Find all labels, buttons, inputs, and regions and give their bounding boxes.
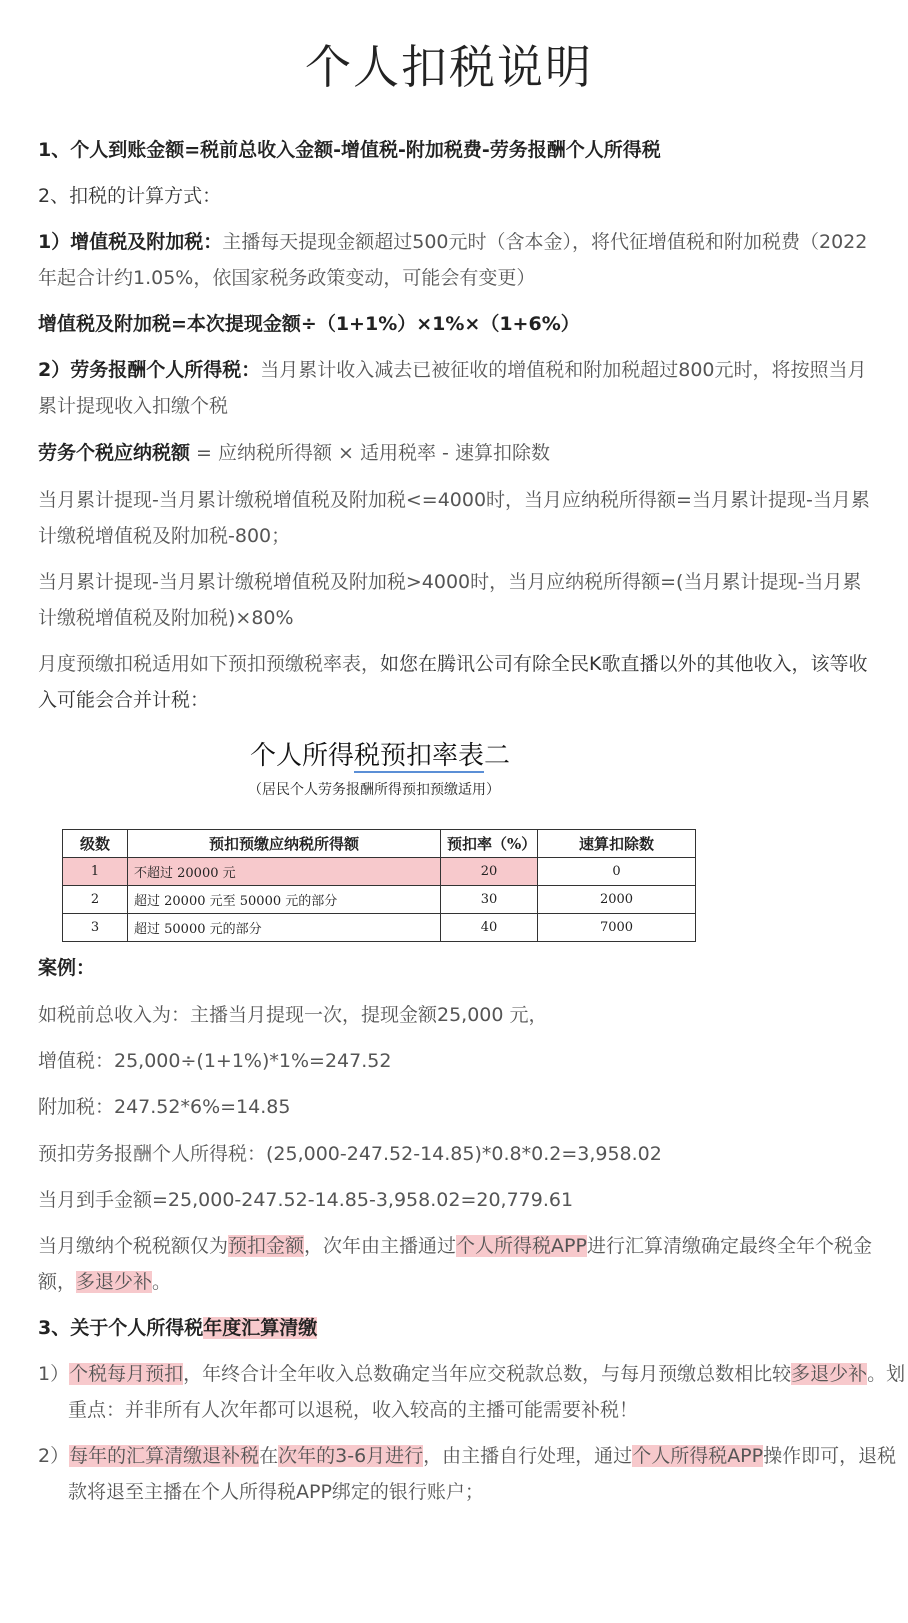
table-cell: 超过 50000 元的部分 (128, 914, 441, 942)
example-line-income: 如税前总收入为：主播当月提现一次，提现金额25,000 元， (38, 1004, 548, 1026)
rate-table-header: 级数 (63, 830, 128, 858)
rate-table-title-pre: 个人所得 (250, 741, 355, 771)
section-3-item-1 (38, 1356, 908, 1428)
rate-table-note-b: 如您在腾讯公司有除全民K歌直播以外的其他收入，该等收入可能会合并计税： (38, 653, 868, 711)
labor-tax-text: 当月累计收入减去已被征收的增值税和附加税超过800元时，将按照当月累计提现收入扣缴个税 (38, 359, 867, 417)
example-line-income-tax: 预扣劳务报酬个人所得税：(25,000-247.52-14.85)*0.8*0.2=3,958.02 (38, 1143, 662, 1165)
vat-text: 主播每天提现金额超过500元时（含本金），将代征增值税和附加税费（2022年起合计约1.05%，依国家税务政策变动，可能会有变更） (38, 231, 868, 289)
table-cell: 30 (441, 886, 538, 914)
rule-under-4000: 当月累计提现-当月累计缴税增值税及附加税<=4000时，当月应纳税所得额=当月累计提现-当月累计缴税增值税及附加税-800； (38, 489, 870, 547)
example-line-vat: 增值税：25,000÷(1+1%)*1%=247.52 (38, 1050, 392, 1072)
item-text: 操作即可，退税款将退至主播在个人所得税APP绑定的银行账户； (68, 1445, 897, 1503)
table-cell: 超过 20000 元至 50000 元的部分 (128, 886, 441, 914)
table-row (63, 858, 696, 886)
example-line-surtax: 附加税：247.52*6%=14.85 (38, 1096, 291, 1118)
table-cell: 40 (441, 914, 538, 942)
highlight-refund-supplement: 多退少补 (791, 1363, 868, 1385)
table-row (63, 886, 696, 914)
vat-paragraph (38, 224, 878, 296)
example-heading: 案例： (38, 957, 96, 979)
table-cell: 7000 (538, 914, 696, 942)
highlight-monthly-withholding: 个税每月预扣 (69, 1363, 184, 1385)
highlight-tax-app: 个人所得税APP (632, 1445, 764, 1467)
page-title: 个人扣税说明 (305, 40, 593, 94)
example-note (38, 1228, 878, 1300)
rate-table-note (38, 646, 878, 718)
labor-tax-formula-rest: = 应纳税所得额 × 适用税率 - 速算扣除数 (190, 442, 550, 464)
rate-table-header-row (63, 830, 696, 858)
table-cell: 3 (63, 914, 128, 942)
section-1: 1、个人到账金额=税前总收入金额-增值税-附加税费-劳务报酬个人所得税 (38, 139, 661, 161)
labor-tax-formula-bold: 劳务个税应纳税额 (38, 442, 191, 464)
item-number: 1） (38, 1363, 70, 1385)
item-text: 。划重点：并非所有人次年都可以退税，收入较高的主播可能需要补税！ (68, 1363, 906, 1421)
labor-tax-heading: 2）劳务报酬个人所得税： (38, 359, 261, 381)
vat-formula: 增值税及附加税=本次提现金额÷（1+1%）×1%×（1+6%） (38, 313, 580, 335)
labor-tax-formula (38, 435, 878, 471)
table-cell: 20 (441, 858, 538, 886)
rate-table-header: 预扣率（%） (441, 830, 538, 858)
table-cell: 0 (538, 858, 696, 886)
rate-table-subtitle: （居民个人劳务报酬所得预扣预缴适用） (248, 782, 500, 798)
labor-tax-paragraph (38, 352, 878, 424)
example-line-net: 当月到手金额=25,000-247.52-14.85-3,958.02=20,779.61 (38, 1189, 574, 1211)
example-note-c: 进行汇算清缴确定最终全年个税金额， (38, 1235, 872, 1293)
item-number: 2） (38, 1445, 70, 1467)
highlight-annual-settlement: 年度汇算清缴 (203, 1317, 318, 1339)
table-cell: 不超过 20000 元 (128, 858, 441, 886)
item-text: ，由主播自行处理，通过 (423, 1445, 633, 1467)
rate-table-title-post: 二 (484, 741, 511, 771)
example-note-a: 当月缴纳个税税额仅为 (38, 1235, 229, 1257)
table-cell: 1 (63, 858, 128, 886)
rate-table-header: 预扣预缴应纳税所得额 (128, 830, 441, 858)
rate-table-title-underlined: 税预扣率表 (354, 741, 485, 771)
rate-table-header: 速算扣除数 (538, 830, 696, 858)
item-text: 在 (259, 1445, 279, 1467)
section-3-heading (38, 1310, 878, 1346)
rate-table-note-a: 月度预缴扣税适用如下预扣预缴税率表， (38, 653, 381, 675)
table-row (63, 914, 696, 942)
rate-table (62, 829, 696, 942)
table-cell: 2000 (538, 886, 696, 914)
section-2-heading: 2、扣税的计算方式： (38, 185, 222, 207)
example-note-d: 。 (152, 1271, 172, 1293)
highlight-tax-app: 个人所得税APP (456, 1235, 587, 1257)
highlight-prepaid-amount: 预扣金额 (228, 1235, 305, 1257)
rule-over-4000: 当月累计提现-当月累计缴税增值税及附加税>4000时，当月应纳税所得额=(当月累计提现-当月累计缴税增值税及附加税)×80% (38, 571, 862, 629)
highlight-refund-supplement: 多退少补 (76, 1271, 153, 1293)
section-3-item-2 (38, 1438, 908, 1510)
section-3-heading-text: 3、关于个人所得税 (38, 1317, 204, 1339)
example-note-b: ，次年由主播通过 (304, 1235, 457, 1257)
item-text: ，年终合计全年收入总数确定当年应交税款总数，与每月预缴总数相比较 (183, 1363, 792, 1385)
table-cell: 2 (63, 886, 128, 914)
vat-heading: 1）增值税及附加税： (38, 231, 223, 253)
highlight-settlement-period: 次年的3-6月进行 (278, 1445, 424, 1467)
highlight-annual-refund: 每年的汇算清缴退补税 (69, 1445, 260, 1467)
